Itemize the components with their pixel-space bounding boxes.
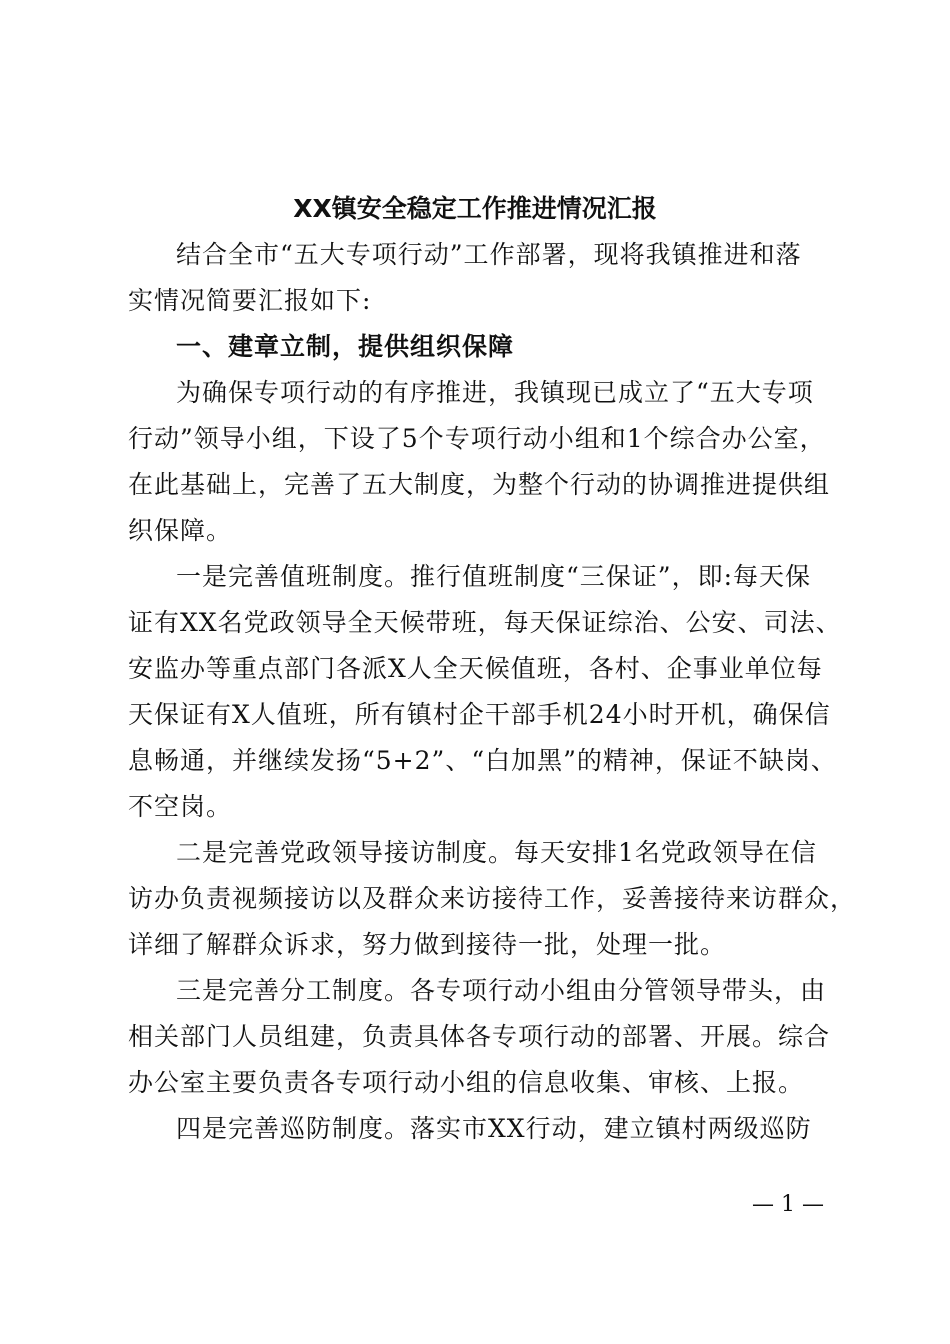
paragraph-line: 二是完善党政领导接访制度。每天安排1名党政领导在信 [176, 838, 817, 867]
page-number: — 1 — [752, 1192, 824, 1217]
document-title: XX镇安全稳定工作推进情况汇报 [293, 194, 657, 223]
paragraph-line: 织保障。 [128, 516, 233, 545]
paragraph-line: 行动”领导小组，下设了5个专项行动小组和1个综合办公室， [128, 424, 826, 453]
intro-line-1: 结合全市“五大专项行动”工作部署，现将我镇推进和落 [176, 240, 802, 269]
intro-line-2: 实情况简要汇报如下: [128, 286, 372, 315]
paragraph-line: 证有XX名党政领导全天候带班，每天保证综治、公安、司法、 [128, 608, 842, 637]
section-1-heading: 一、建章立制，提供组织保障 [176, 332, 515, 361]
paragraph-line: 天保证有X人值班，所有镇村企干部手机24小时开机，确保信 [128, 700, 831, 729]
paragraph-line: 安监办等重点部门各派X人全天候值班，各村、企事业单位每 [128, 654, 823, 683]
paragraph-line: 办公室主要负责各专项行动小组的信息收集、审核、上报。 [128, 1068, 805, 1097]
paragraph-line: 不空岗。 [128, 792, 233, 821]
paragraph-line: 访办负责视频接访以及群众来访接待工作，妥善接待来访群众， [128, 884, 857, 913]
paragraph-line: 一是完善值班制度。推行值班制度“三保证”，即:每天保 [176, 562, 811, 591]
paragraph-line: 相关部门人员组建，负责具体各专项行动的部署、开展。综合 [128, 1022, 831, 1051]
paragraph-line: 详细了解群众诉求，努力做到接待一批，处理一批。 [128, 930, 727, 959]
paragraph-line: 为确保专项行动的有序推进，我镇现已成立了“五大专项 [176, 378, 814, 407]
paragraph-line: 在此基础上，完善了五大制度，为整个行动的协调推进提供组 [128, 470, 831, 499]
paragraph-line: 息畅通，并继续发扬“5+2”、“白加黑”的精神，保证不缺岗、 [128, 746, 837, 775]
paragraph-line: 四是完善巡防制度。落实市XX行动，建立镇村两级巡防 [176, 1114, 812, 1143]
paragraph-line: 三是完善分工制度。各专项行动小组由分管领导带头，由 [176, 976, 827, 1005]
